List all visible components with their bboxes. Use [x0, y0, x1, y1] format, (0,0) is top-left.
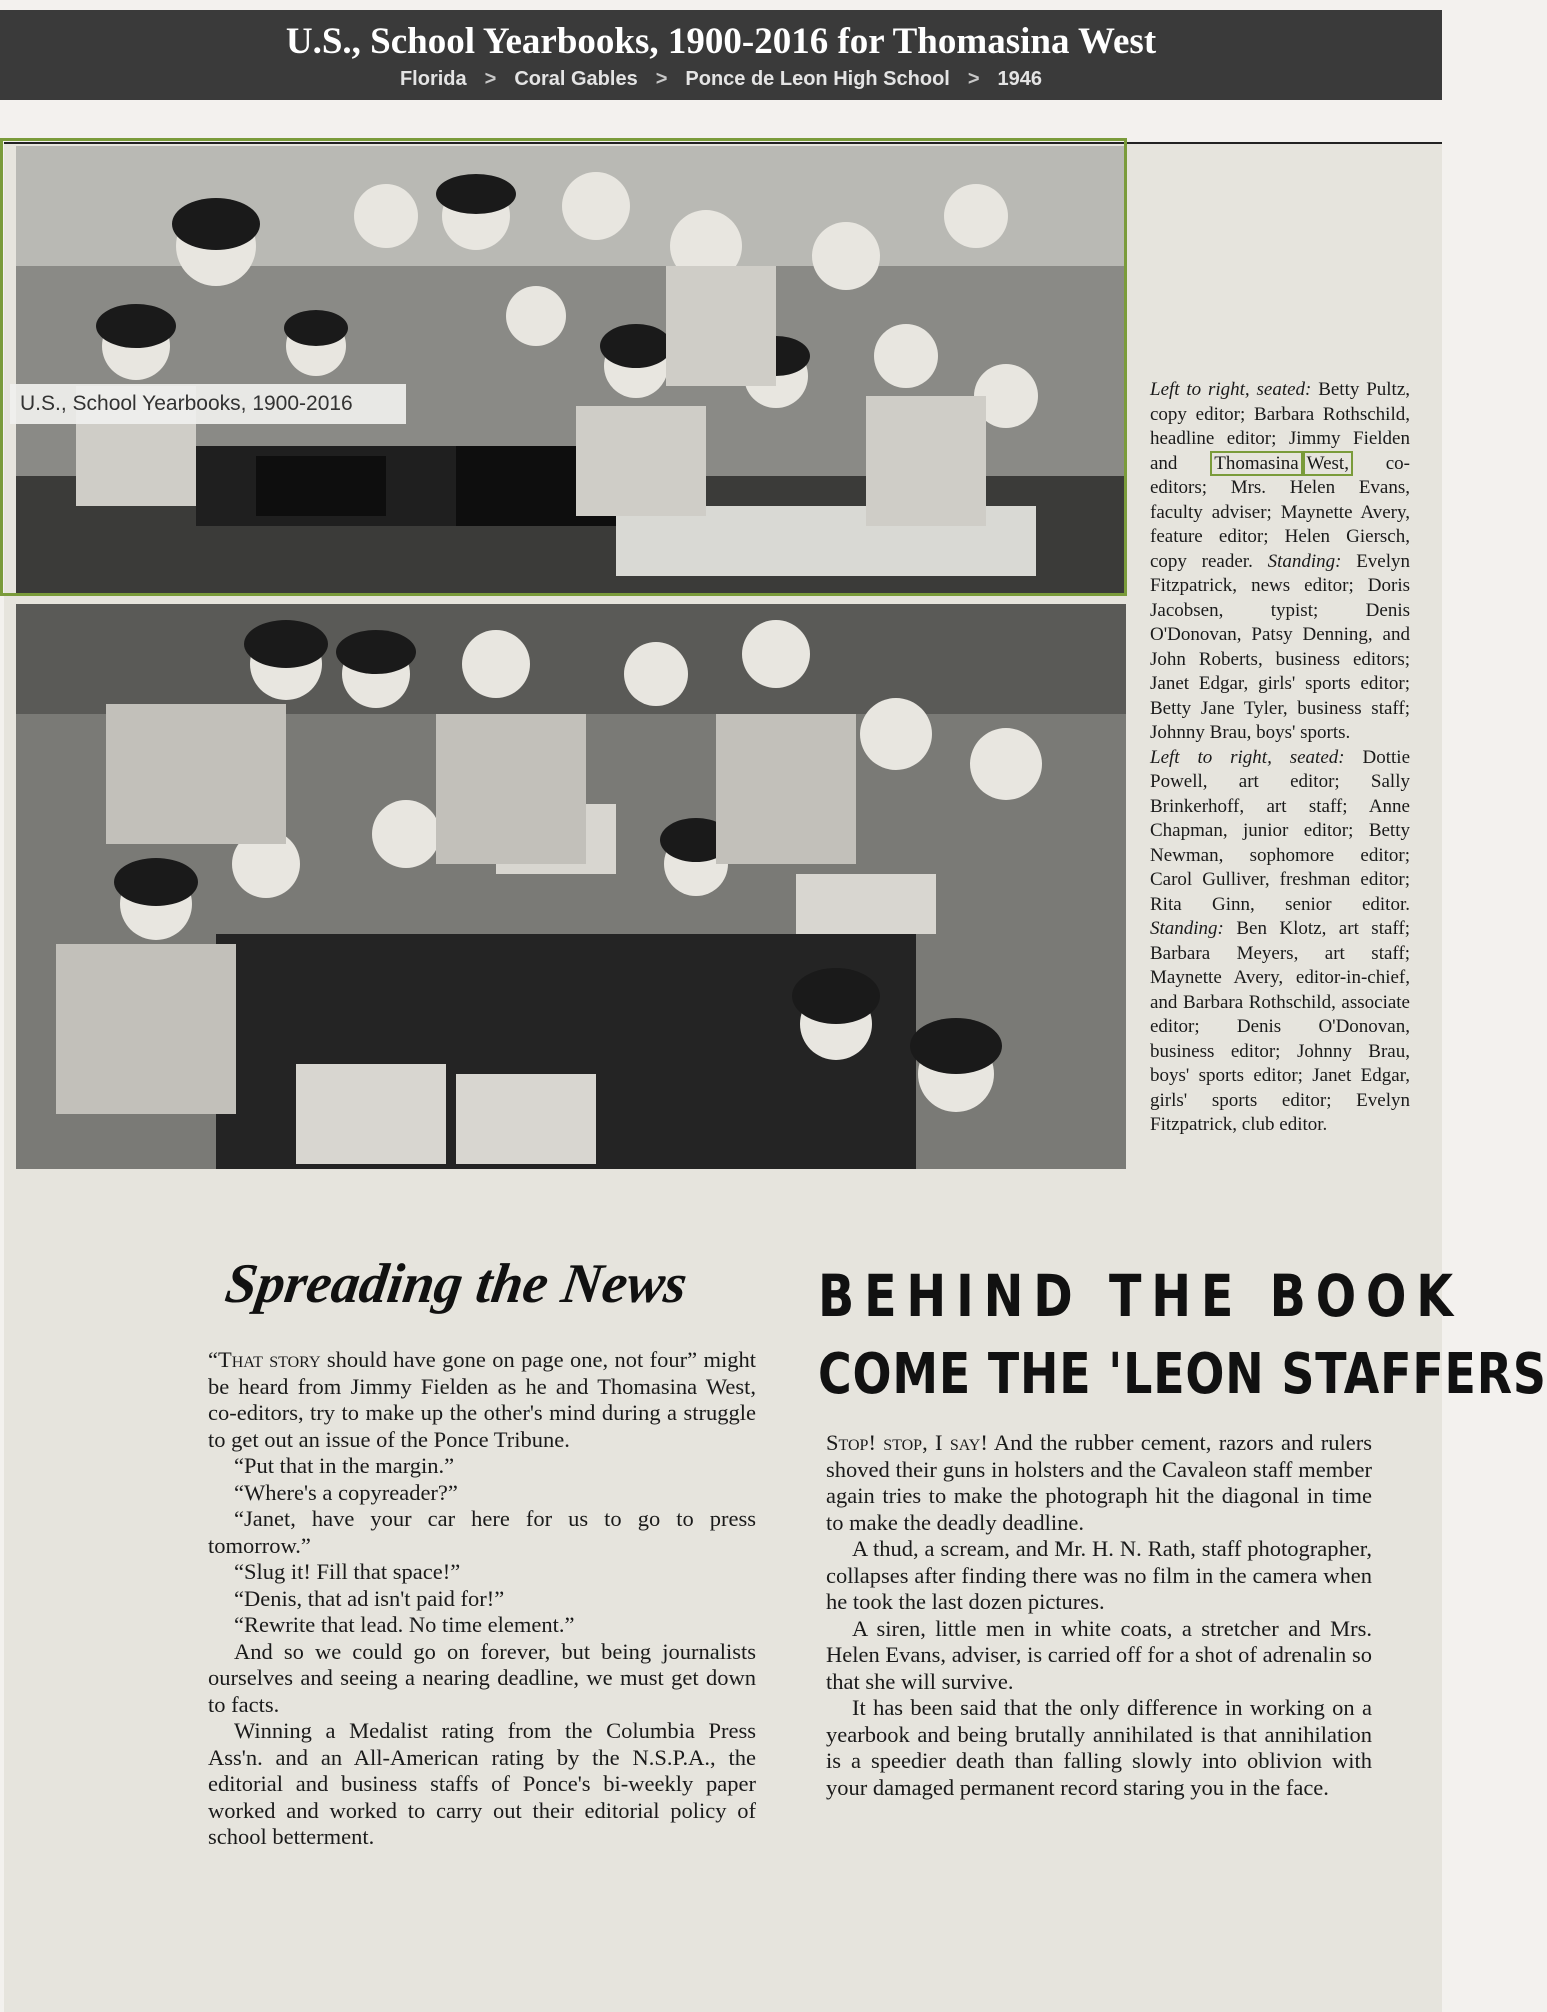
yearbook-staff-photo — [16, 604, 1126, 1169]
caption-label: Standing: — [1267, 550, 1342, 572]
caption-label: Left to right, seated: — [1150, 379, 1312, 400]
breadcrumb — [0, 68, 1442, 91]
paragraph: “Where's a copyreader?” — [234, 1479, 458, 1505]
breadcrumb-separator: > — [655, 68, 668, 90]
breadcrumb-state[interactable]: Florida — [399, 68, 467, 90]
paragraph: And so we could go on forever, but being journalists ourselves and seeing a nearing deadline, we must get down to facts. — [208, 1638, 756, 1717]
record-title: U.S., School Yearbooks, 1900-2016 for Thomasina West — [285, 21, 1157, 62]
caption-text: Betty Pultz, copy editor; Barbara Rothschild, headline editor; Jimmy Fielden and — [1150, 379, 1410, 474]
photo-caption — [1150, 378, 1410, 1138]
caption-text: Dottie Powell, art editor; Sally Brinkerhoff, art staff; Anne Chapman, junior editor; Betty Newman, sophomore editor; Carol Gulliver, freshman editor; Rita Ginn, senior editor. — [1150, 746, 1411, 915]
heading-line-2: COME THE 'LEON STAFFERS — [818, 1342, 1547, 1407]
name-highlight-last[interactable]: West, — [1303, 451, 1353, 476]
caption-label: Standing: — [1150, 918, 1224, 939]
caption-label: Left to right, seated: — [1150, 746, 1345, 768]
breadcrumb-separator: > — [484, 68, 497, 90]
caption-text: co-editors; Mrs. Helen Evans, faculty adviser; Maynette Avery, feature editor; Helen Giersch, copy reader. — [1150, 452, 1411, 572]
heading-line-1: BEHIND THE BOOK — [818, 1262, 1463, 1330]
breadcrumb-separator: > — [967, 68, 980, 90]
breadcrumb-city[interactable]: Coral Gables — [514, 68, 638, 90]
lead-in: “That story — [208, 1347, 321, 1372]
paragraph: “Rewrite that lead. No time element.” — [234, 1612, 575, 1637]
paragraph: It has been said that the only difference in working on a yearbook and being brutally annihilated is that annihilation is a speedier death than falling slowly into oblivion with your damaged permanent record staring you in the face. — [826, 1695, 1372, 1800]
record-header — [0, 10, 1442, 100]
paragraph: A thud, a scream, and Mr. H. N. Rath, staff photographer, collapses after finding there was no film in the camera when he took the last dozen pictures. — [826, 1536, 1372, 1614]
paragraph: A siren, little men in white coats, a stretcher and Mrs. Helen Evans, adviser, is carried off for a shot of adrenalin so that she will survive. — [826, 1615, 1372, 1694]
paragraph: should have gone on page one, not four” might be heard from Jimmy Fielden as he and Thomasina West, co-editors, try to make up the other's mind during a struggle to get out an issue of the Ponce Tribune. — [208, 1347, 757, 1452]
paragraph: “Put that in the margin.” — [234, 1453, 455, 1478]
lead-in: Stop! stop, I say! — [826, 1430, 988, 1455]
paragraph: “Denis, that ad isn't paid for!” — [234, 1585, 505, 1611]
name-highlight-first[interactable]: Thomasina — [1210, 451, 1302, 476]
breadcrumb-school[interactable]: Ponce de Leon High School — [685, 68, 950, 90]
paragraph: Winning a Medalist rating from the Columbia Press Ass'n. and an All-American rating by the N.S.P.A., the editorial and business staffs of Ponce's bi-weekly paper worked and worked to carry out their editorial policy of school betterment. — [208, 1718, 756, 1849]
caption-text: Evelyn Fitzpatrick, news editor; Doris Jacobsen, typist; Denis O'Donovan, Patsy Denning, and John Roberts, business editors; Janet Edgar, girls' sports editor; Betty Jane Tyler, business staff; Johnny Brau, boys' sports. — [1150, 550, 1411, 743]
article-left-body — [208, 1347, 756, 1851]
collection-label[interactable]: U.S., School Yearbooks, 1900-2016 — [10, 384, 406, 424]
record-highlight-box[interactable] — [0, 138, 1127, 596]
breadcrumb-year[interactable]: 1946 — [997, 68, 1043, 90]
article-right-body — [826, 1430, 1372, 1801]
article-heading-right — [818, 1260, 1547, 1418]
paragraph: “Slug it! Fill that space!” — [234, 1559, 461, 1584]
caption-text: Ben Klotz, art staff; Barbara Meyers, art staff; Maynette Avery, editor-in-chief, and Barbara Rothschild, associate editor; Denis O'Donovan, business editor; Johnny Brau, boys' sports editor; Janet Edgar, girls' sports editor; Evelyn Fitzpatrick, club editor. — [1150, 918, 1410, 1135]
paragraph: And the rubber cement, razors and rulers shoved their guns in holsters and the Cavaleon staff member again tries to make the photograph hit the diagonal in time to make the deadly deadline. — [826, 1430, 1372, 1535]
paragraph: “Janet, have your car here for us to go to press tomorrow.” — [208, 1506, 756, 1558]
article-heading-left: Spreading the News — [221, 1253, 691, 1315]
